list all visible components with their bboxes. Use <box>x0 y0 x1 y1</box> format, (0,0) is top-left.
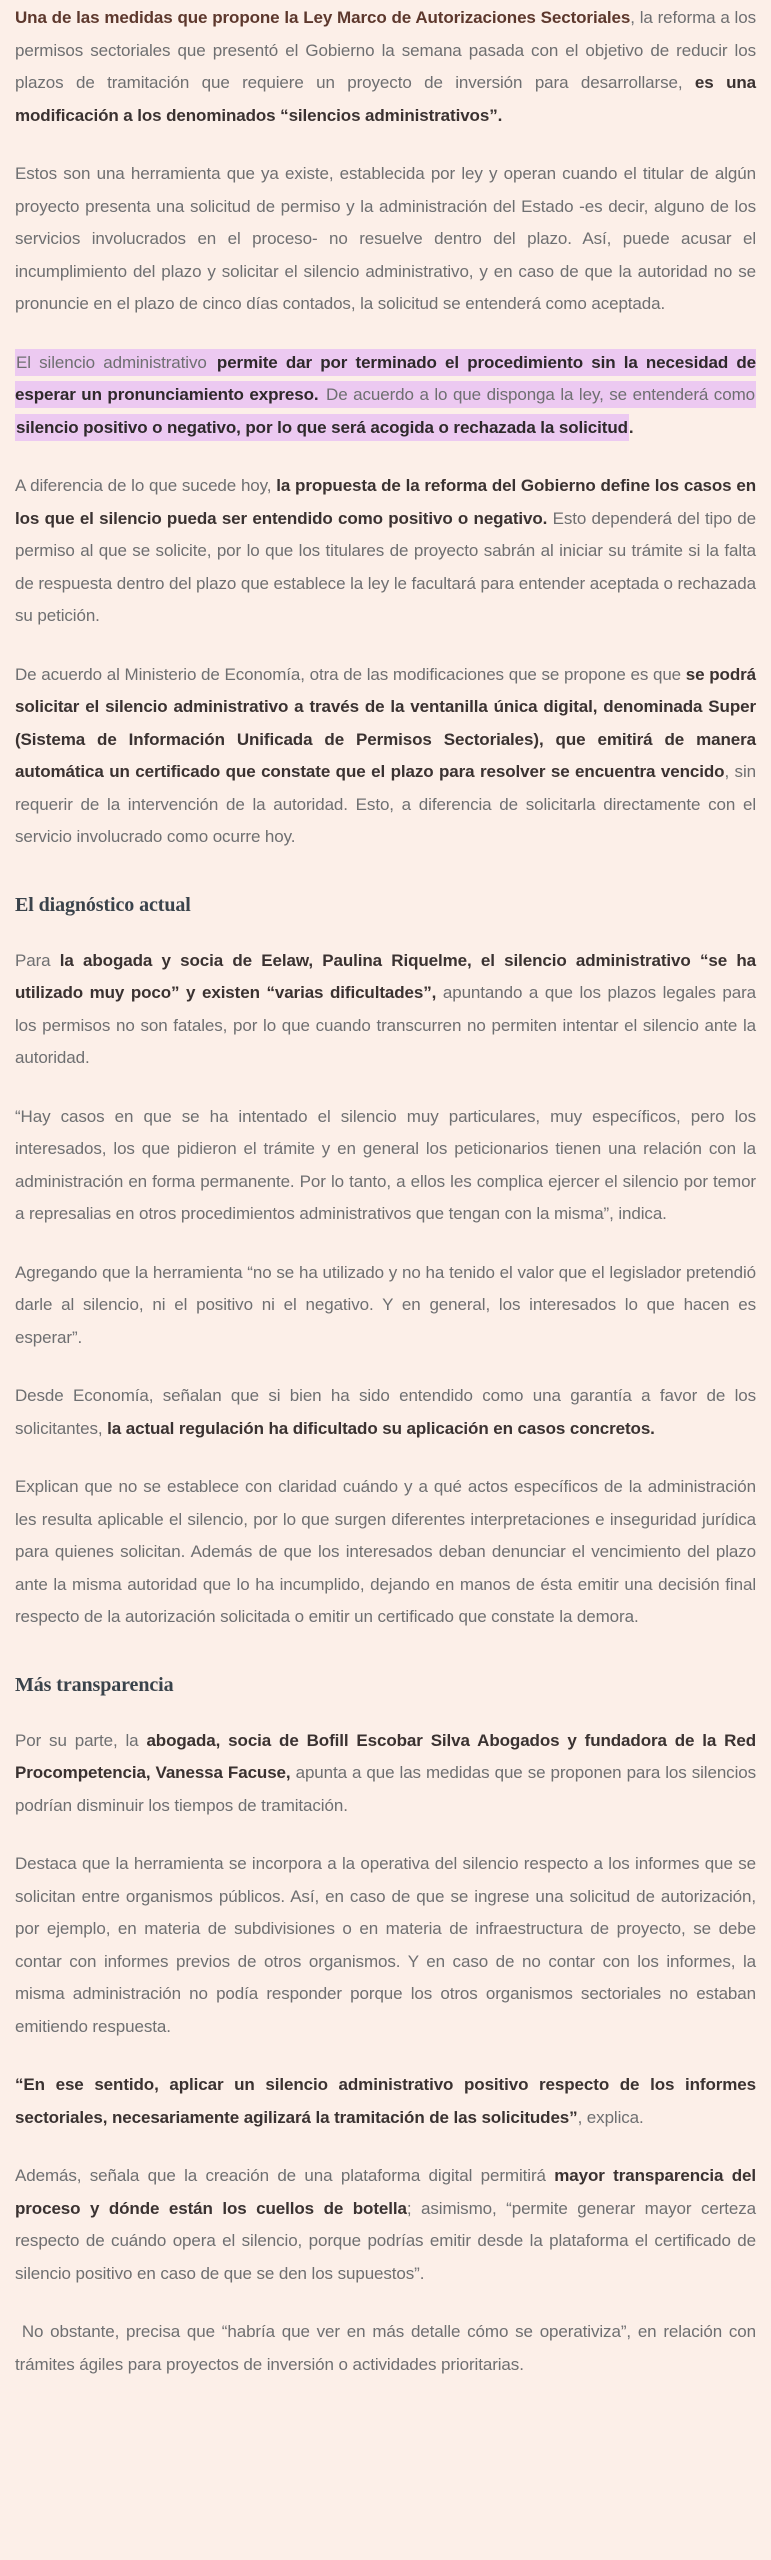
paragraph <box>15 1101 756 1231</box>
highlighted-text-run: De acuerdo a lo que disponga la ley, se entenderá como <box>320 381 756 408</box>
paragraph <box>15 2069 756 2134</box>
paragraph <box>15 659 756 854</box>
text-run: Agregando que la herramienta “no se ha utilizado y no ha tenido el valor que el legislador pretendió darle al silencio, ni el positivo ni el negativo. Y en general, los interesados lo que hacen es esperar”. <box>15 1262 756 1347</box>
text-run: No obstante, precisa que “habría que ver en más detalle cómo se operativiza”, en relación con trámites ágiles para proyectos de inversión o actividades prioritarias. <box>15 2322 756 2374</box>
bold-text-run: . <box>628 417 634 437</box>
paragraph <box>15 0 756 132</box>
text-run: Explican que no se establece con claridad cuándo y a qué actos específicos de la administración les resulta aplicable el silencio, por lo que surgen diferentes interpretaciones e inseguridad jurídica para quienes solicitan. Además de que los interesados deban denunciar el vencimiento del plazo ante la misma autoridad que lo ha incumplido, dejando en manos de ésta emitir una decisión final respecto de la autorización solicitada o emitir un certificado que constate la demora. <box>15 1477 756 1626</box>
bold-text-run: la abogada y socia de Eelaw, Paulina Riquelme, el silencio administrativo “se ha utilizado muy poco” y existen “varias dificultades”, <box>15 950 756 1002</box>
paragraph <box>15 1471 756 1634</box>
text-run: apunta a que las medidas que se proponen para los silencios podrían disminuir los tiempos de tramitación. <box>15 1763 757 1815</box>
paragraph <box>15 2316 756 2381</box>
text-run: De acuerdo al Ministerio de Economía, otra de las modificaciones que se propone es que <box>15 664 686 684</box>
bold-text-run: “En ese sentido, aplicar un silencio administrativo positivo respecto de los informes sectoriales, necesariamente agilizará la tramitación de las solicitudes” <box>15 2075 756 2127</box>
text-run: Destaca que la herramienta se incorpora a la operativa del silencio respecto a los informes que se solicitan entre organismos públicos. Así, en caso de que se ingrese una solicitud de autorización, por ejemplo, en materia de subdivisiones o en materia de infraestructura de proyecto, se debe contar con informes previos de otros organismos. Y en caso de no contar con los informes, la misma administración no podía responder porque los otros organismos sectoriales no estaban emitiendo respuesta. <box>15 1854 756 2036</box>
text-run: Para <box>15 950 60 970</box>
text-run: ; asimismo, “permite generar mayor certeza respecto de cuándo opera el silencio, porque podrías emitir desde la plataforma el certificado de silencio positivo en caso de que se den los supuestos”. <box>15 2198 756 2283</box>
highlighted-bold-text-run: permite dar por terminado el procedimiento sin la necesidad de esperar un pronunciamiento expreso. <box>15 349 756 409</box>
paragraph <box>15 158 756 321</box>
section-heading: El diagnóstico actual <box>15 893 191 916</box>
bold-text-run: mayor transparencia del proceso y dónde están los cuellos de botella <box>15 2166 757 2218</box>
section-heading: Más transparencia <box>15 1673 174 1696</box>
text-run: Esto dependerá del tipo de permiso al que se solicite, por lo que los titulares de proyecto sabrán al iniciar su trámite si la falta de respuesta dentro del plazo que establece la ley le facultará para entender aceptada o rechazada su petición. <box>15 508 756 625</box>
text-run: , explica. <box>577 2107 644 2127</box>
text-run: Estos son una herramienta que ya existe, establecida por ley y operan cuando el titular de algún proyecto presenta una solicitud de permiso y la administración del Estado -es decir, alguno de los servicios involucrados en el proceso- no resuelve dentro del plazo. Así, puede acusar el incumplimiento del plazo y solicitar el silencio administrativo, y en caso de que la autoridad no se pronuncie en el plazo de cinco días contados, la solicitud se entenderá como aceptada. <box>15 164 756 313</box>
bold-text-run: se podrá solicitar el silencio administrativo a través de la ventanilla única digital, denominada Super (Sistema de Información Unificada de Permisos Sectoriales), que emitirá de manera automática un certificado que constate que el plazo para resolver se encuentra vencido <box>15 664 756 781</box>
highlighted-text-run: El silencio administrativo <box>15 349 216 376</box>
paragraph <box>15 945 756 1075</box>
paragraph <box>15 347 756 445</box>
text-run: apuntando a que los plazos legales para los permisos no son fatales, por lo que cuando transcurren no permiten intentar el silencio ante la autoridad. <box>15 983 756 1067</box>
paragraph <box>15 470 756 633</box>
text-run: Desde Economía, señalan que si bien ha sido entendido como una garantía a favor de los solicitantes, <box>15 1386 756 1438</box>
paragraph <box>15 1725 756 1823</box>
paragraph <box>15 1257 756 1355</box>
bold-text-run: la actual regulación ha dificultado su aplicación en casos concretos. <box>107 1418 655 1438</box>
text-run: Además, señala que la creación de una plataforma digital permitirá <box>15 2166 555 2185</box>
paragraph <box>15 2160 756 2290</box>
text-run: Por su parte, la <box>15 1730 147 1750</box>
text-run: , sin requerir de la intervención de la autoridad. Esto, a diferencia de solicitarla directamente con el servicio involucrado como ocurre hoy. <box>15 762 756 846</box>
highlighted-bold-text-run: silencio positivo o negativo, por lo que será acogida o rechazada la solicitud <box>15 414 629 441</box>
lead-bold-text-run: Una de las medidas que propone la Ley Marco de Autorizaciones Sectoriales <box>15 8 631 27</box>
bold-text-run: abogada, socia de Bofill Escobar Silva Abogados y fundadora de la Red Procompetencia, Vanessa Facuse, <box>15 1730 757 1782</box>
text-run: , la reforma a los permisos sectoriales que presentó el Gobierno la semana pasada con el objetivo de reducir los plazos de tramitación que requiere un proyecto de inversión para desarrollarse, <box>15 8 756 92</box>
bold-text-run: es una modificación a los denominados “silencios administrativos”. <box>15 73 756 125</box>
paragraph <box>15 1848 756 2043</box>
text-run: “Hay casos en que se ha intentado el silencio muy particulares, muy específicos, pero los interesados, los que pidieron el trámite y en general los peticionarios tienen una relación con la administración en forma permanente. Por lo tanto, a ellos les complica ejercer el silencio por temor a represalias en otros procedimientos administrativos que tengan con la misma”, indica. <box>15 1106 756 1223</box>
text-run: A diferencia de lo que sucede hoy, <box>15 476 277 495</box>
bold-text-run: la propuesta de la reforma del Gobierno define los casos en los que el silencio pueda ser entendido como positivo o negativo. <box>15 476 756 528</box>
paragraph <box>15 1380 756 1445</box>
